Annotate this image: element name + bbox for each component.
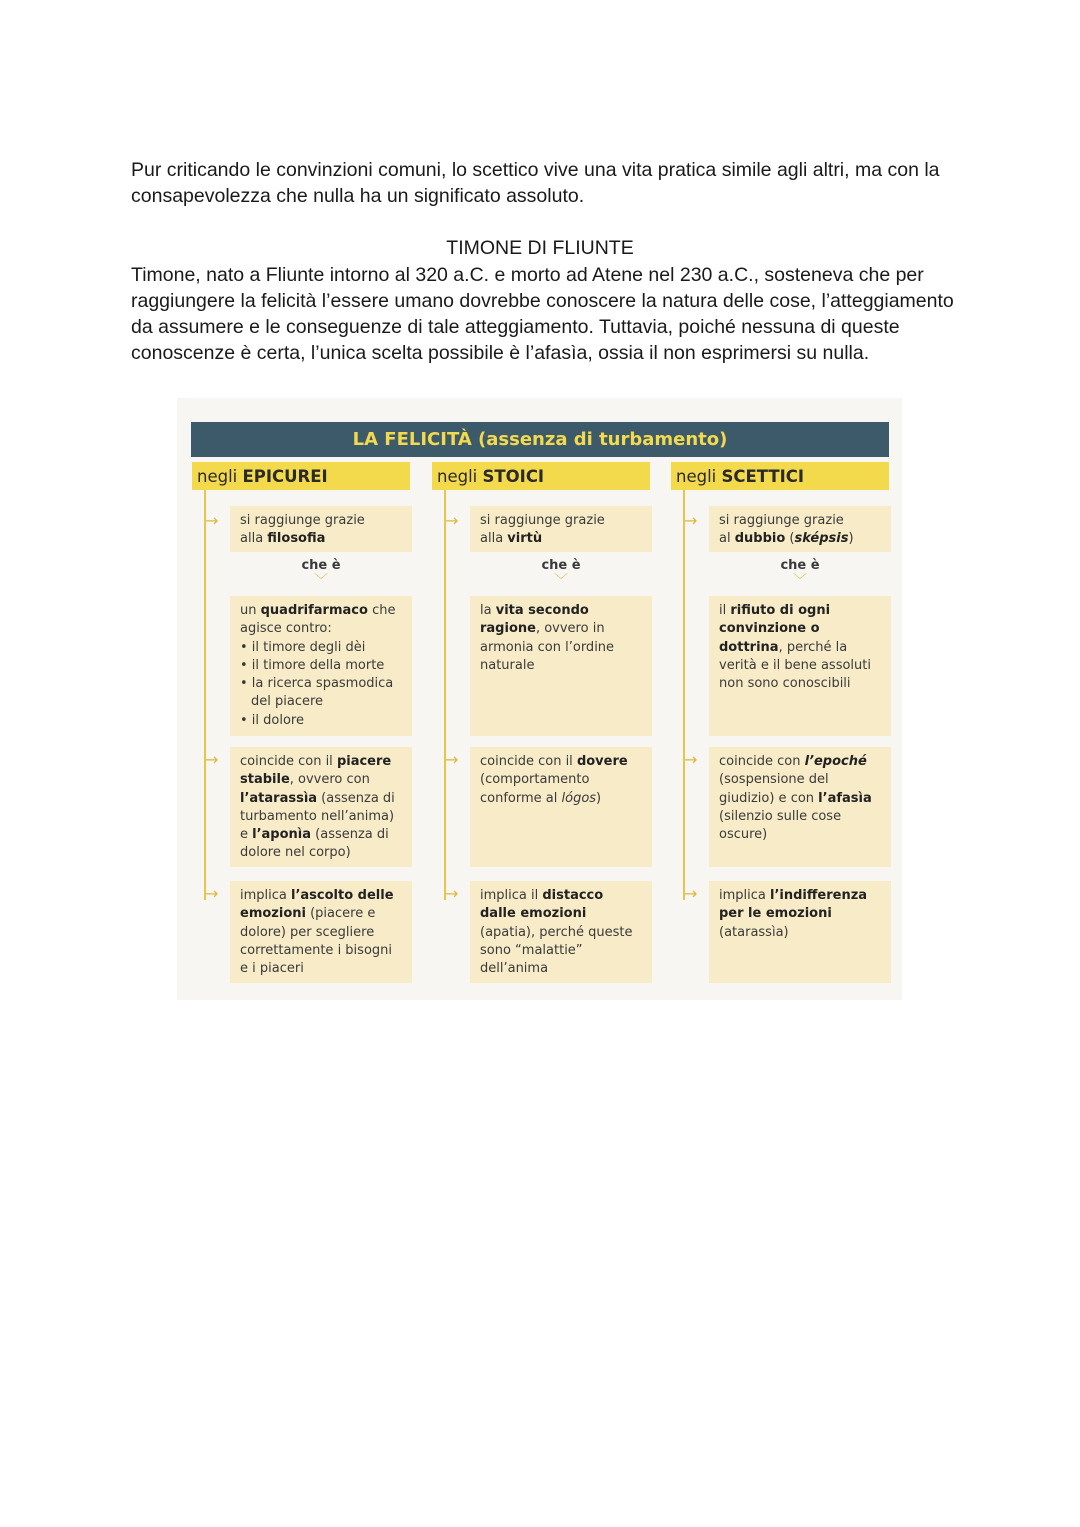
implies-box: implica l’ascolto delle emozioni (piacere e dolore) per scegliere correttamente i bisogni e i piaceri xyxy=(230,881,412,983)
column-header: negli SCETTICI xyxy=(671,462,889,490)
column-epicurei xyxy=(192,462,410,982)
column-stoici xyxy=(432,462,650,982)
connector-line xyxy=(683,490,685,900)
chevron-down-icon: ﹀ xyxy=(793,573,807,589)
definition-box: il rifiuto di ogni convinzione o dottrina, perché la verità e il bene assoluti non sono conoscibili xyxy=(709,596,891,736)
column-scettici xyxy=(671,462,889,982)
reached-box: si raggiunge grazie alla filosofia xyxy=(230,506,412,552)
arrow-right-icon: → xyxy=(205,750,219,769)
reached-box: si raggiunge grazie al dubbio (sképsis) xyxy=(709,506,891,552)
coincides-box: coincide con l’epoché (sospensione del giudizio) e con l’afasìa (silenzio sulle cose oscure) xyxy=(709,747,891,867)
definition-box: un quadrifarmaco che agisce contro: • il timore degli dèi • il timore della morte • la ricerca spasmodica del piacere • il dolore xyxy=(230,596,412,736)
che-e-label: che è xyxy=(780,558,820,573)
definition-box: la vita secondo ragione, ovvero in armonia con l’ordine naturale xyxy=(470,596,652,736)
section-heading: TIMONE DI FLIUNTE xyxy=(446,237,634,259)
coincides-box: coincide con il dovere (comportamento conforme al lógos) xyxy=(470,747,652,867)
diagram-title: LA FELICITÀ (assenza di turbamento) xyxy=(191,422,889,457)
chevron-down-icon: ﹀ xyxy=(554,573,568,589)
connector-line xyxy=(444,490,446,900)
arrow-right-icon: → xyxy=(445,750,459,769)
reached-box: si raggiunge grazie alla virtù xyxy=(470,506,652,552)
chevron-down-icon: ﹀ xyxy=(314,573,328,589)
arrow-right-icon: → xyxy=(445,511,459,530)
arrow-right-icon: → xyxy=(684,750,698,769)
implies-box: implica il distacco dalle emozioni (apatia), perché queste sono “malattie” dell’anima xyxy=(470,881,652,983)
felicita-diagram xyxy=(177,398,902,1000)
timone-paragraph: Timone, nato a Fliunte intorno al 320 a.C. e morto ad Atene nel 230 a.C., sosteneva che per raggiungere la felicità l’essere umano dovrebbe conoscere la natura delle cose, l’atteggiamento da assumere e le conseguenze di tale atteggiamento. Tuttavia, poiché nessuna di queste conoscenze è certa, l’unica scelta possibile è l’afasìa, ossia il non esprimersi su nulla. xyxy=(131,264,954,364)
intro-paragraph: Pur criticando le convinzioni comuni, lo scettico vive una vita pratica simile agli altri, ma con la consapevolezza che nulla ha un significato assoluto. xyxy=(131,159,940,207)
coincides-box: coincide con il piacere stabile, ovvero con l’atarassìa (assenza di turbamento nell’anima) e l’aponìa (assenza di dolore nel corpo) xyxy=(230,747,412,867)
che-e-label: che è xyxy=(541,558,581,573)
arrow-right-icon: → xyxy=(205,884,219,903)
implies-box: implica l’indifferenza per le emozioni (atarassìa) xyxy=(709,881,891,983)
arrow-right-icon: → xyxy=(445,884,459,903)
arrow-right-icon: → xyxy=(205,511,219,530)
column-header: negli STOICI xyxy=(432,462,650,490)
column-header: negli EPICUREI xyxy=(192,462,410,490)
connector-line xyxy=(204,490,206,900)
arrow-right-icon: → xyxy=(684,884,698,903)
che-e-label: che è xyxy=(301,558,341,573)
arrow-right-icon: → xyxy=(684,511,698,530)
